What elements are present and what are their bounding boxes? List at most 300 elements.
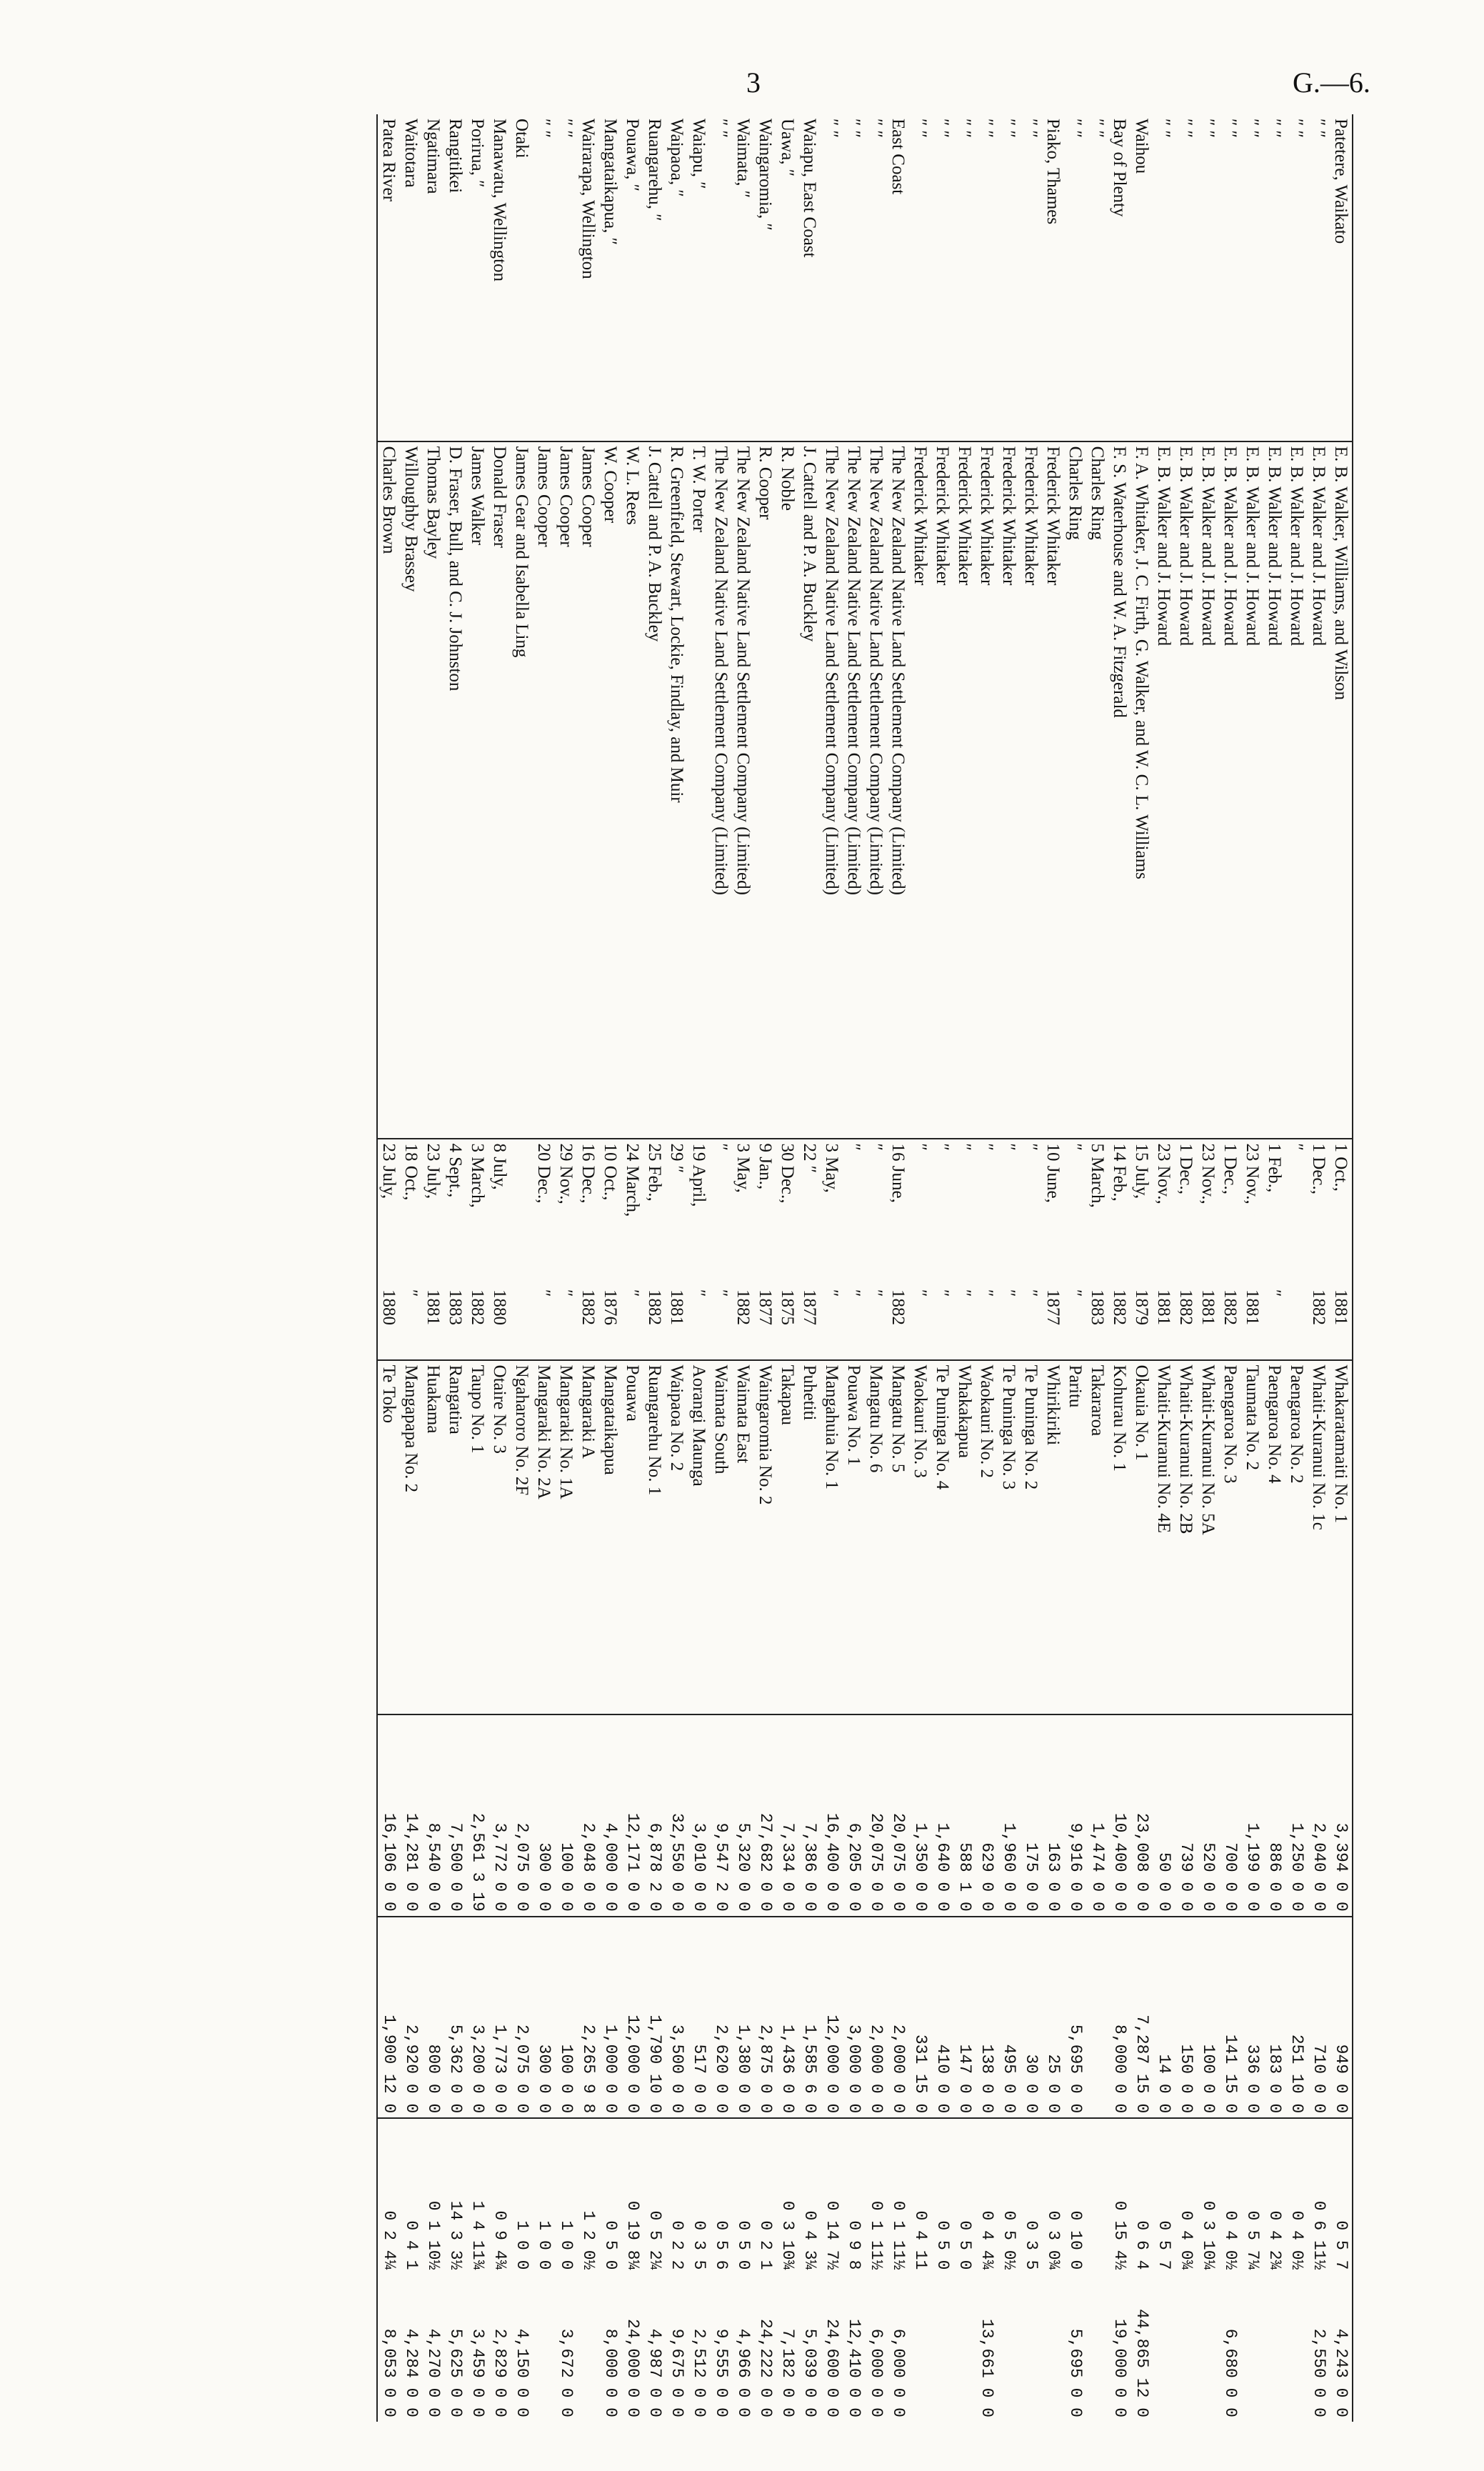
- price-cell: 0 6 4: [1130, 2118, 1153, 2274]
- block-cell: Te Puninga No. 3: [998, 1360, 1020, 1715]
- total-cell: 24,000 0 0: [623, 2318, 642, 2417]
- district-cell: Bay of Plenty: [1110, 119, 1129, 217]
- year-cell: ″: [689, 1289, 708, 1297]
- block-cell: Te Puninga No. 2: [1020, 1360, 1042, 1715]
- price-cell: 0 3 10¼: [1197, 2118, 1219, 2274]
- block-cell: Paengaroa No. 4: [1263, 1360, 1285, 1715]
- date-cell: 19 April,: [688, 1139, 710, 1286]
- name-cell: Donald Fraser: [488, 441, 511, 1139]
- area-cell: 3,772 0 0: [488, 1714, 511, 1916]
- table-body: [377, 114, 1353, 2422]
- total-cell: [1197, 2274, 1219, 2422]
- year-cell: 1882: [1176, 1289, 1195, 1326]
- district-cell: ″ ″: [556, 119, 576, 139]
- total-cell: [1153, 2274, 1175, 2422]
- name-cell: James Walker: [466, 441, 488, 1139]
- rotated-ledger-table: [118, 114, 1353, 2422]
- purchased-cell: 1,380 0 0: [732, 1917, 754, 2118]
- area-cell: 2,040 0 0: [1308, 1714, 1330, 1916]
- table-row: [533, 114, 555, 2422]
- year-cell: ″: [1021, 1289, 1041, 1297]
- total-cell: [909, 2274, 931, 2422]
- date-cell: 10 June,: [1042, 1139, 1064, 1286]
- table-row: [377, 114, 400, 2422]
- total-cell: 2,512 0 0: [690, 2328, 708, 2417]
- area-cell: 6,878 2 0: [643, 1714, 666, 1916]
- block-cell: Waipaoa No. 2: [666, 1360, 688, 1715]
- total-cell: [1241, 2274, 1263, 2422]
- table-row: [1042, 114, 1064, 2422]
- date-cell: 10 Oct.,: [599, 1139, 621, 1286]
- block-cell: Takapau: [776, 1360, 798, 1715]
- table-row: [1330, 114, 1353, 2422]
- total-cell: 4,243 0 0: [1330, 2274, 1353, 2422]
- district-cell: Porirua, ″: [468, 119, 487, 188]
- purchased-cell: 300 0 0: [533, 1917, 555, 2118]
- table-row: [976, 114, 998, 2422]
- name-cell: E. B. Walker and J. Howard: [1219, 441, 1241, 1139]
- date-cell: 4 Sept.,: [444, 1139, 466, 1286]
- price-cell: 0 1 10½: [422, 2118, 444, 2274]
- purchased-cell: 8,000 0 0: [1108, 1917, 1130, 2118]
- district-cell: ″ ″: [1088, 119, 1107, 139]
- district-cell: Waingaromia, ″: [756, 119, 775, 231]
- area-cell: 9,916 0 0: [1064, 1714, 1086, 1916]
- area-cell: 1,960 0 0: [998, 1714, 1020, 1916]
- block-cell: Mangaraki No. 1A: [555, 1360, 577, 1715]
- total-cell: [1042, 2274, 1064, 2422]
- district-cell: Mangataikapua, ″: [601, 119, 620, 246]
- date-cell: ″: [710, 1139, 732, 1286]
- date-cell: 3 March,: [466, 1139, 488, 1286]
- table-row: [1020, 114, 1042, 2422]
- price-cell: 0 4 1: [400, 2118, 422, 2274]
- date-cell: 3 May,: [821, 1139, 843, 1286]
- price-cell: 0 5 0: [953, 2118, 976, 2274]
- total-cell: [1285, 2274, 1308, 2422]
- district-cell: Waihou: [1132, 119, 1151, 174]
- date-cell: 30 Dec.,: [776, 1139, 798, 1286]
- price-cell: 0 14 7½: [821, 2118, 843, 2274]
- block-cell: Takararoa: [1086, 1360, 1108, 1715]
- purchased-cell: 3,500 0 0: [666, 1917, 688, 2118]
- name-cell: J. Cattell and P. A. Buckley: [798, 441, 821, 1139]
- date-cell: 5 March,: [1086, 1139, 1108, 1286]
- year-cell: ″: [844, 1289, 863, 1297]
- block-cell: Mangaraki No. 2A: [533, 1360, 555, 1715]
- name-cell: E. B. Walker and J. Howard: [1175, 441, 1197, 1139]
- table-row: [422, 114, 444, 2422]
- area-cell: 10,400 0 0: [1108, 1714, 1130, 1916]
- date-cell: 15 July,: [1130, 1139, 1153, 1286]
- year-cell: ″: [955, 1289, 974, 1297]
- year-cell: 1882: [1110, 1289, 1129, 1326]
- total-cell: 9,675 0 0: [668, 2328, 686, 2417]
- area-cell: 3,010 0 0: [688, 1714, 710, 1916]
- purchased-cell: 517 0 0: [688, 1917, 710, 2118]
- district-cell: Pouawa, ″: [623, 119, 642, 192]
- date-cell: 1 Feb.,: [1263, 1139, 1285, 1286]
- name-cell: The New Zealand Native Land Settlement Company (Limited): [821, 441, 843, 1139]
- district-cell: ″ ″: [1309, 119, 1328, 139]
- date-cell: 9 Jan.,: [754, 1139, 776, 1286]
- name-cell: Frederick Whitaker: [931, 441, 953, 1139]
- name-cell: Frederick Whitaker: [909, 441, 931, 1139]
- block-cell: Te Puninga No. 4: [931, 1360, 953, 1715]
- year-cell: 1880: [490, 1289, 509, 1326]
- year-cell: 1880: [379, 1289, 398, 1326]
- district-cell: ″ ″: [1243, 119, 1262, 139]
- block-cell: Whakakapua: [953, 1360, 976, 1715]
- purchased-cell: 12,000 0 0: [821, 1917, 843, 2118]
- purchased-cell: 14 0 0: [1153, 1917, 1175, 2118]
- year-cell: ″: [534, 1289, 553, 1297]
- purchased-cell: 2,620 0 0: [710, 1917, 732, 2118]
- date-cell: 18 Oct.,: [400, 1139, 422, 1286]
- area-cell: 739 0 0: [1175, 1714, 1197, 1916]
- district-cell: ″ ″: [1220, 119, 1240, 139]
- total-cell: 4,987 0 0: [646, 2328, 664, 2417]
- price-cell: 0 5 0: [599, 2118, 621, 2274]
- area-cell: 16,400 0 0: [821, 1714, 843, 1916]
- district-cell: ″ ″: [977, 119, 996, 139]
- name-cell: T. W. Porter: [688, 441, 710, 1139]
- block-cell: Te Toko: [377, 1360, 400, 1715]
- block-cell: Mangataikapua: [599, 1360, 621, 1715]
- price-cell: 0 10 0: [1064, 2118, 1086, 2274]
- date-cell: 1 Oct.,: [1330, 1139, 1353, 1286]
- table-row: [1219, 114, 1241, 2422]
- block-cell: Mangatu No. 6: [865, 1360, 887, 1715]
- table-row: [555, 114, 577, 2422]
- district-cell: ″ ″: [1154, 119, 1173, 139]
- price-cell: 1 2 0½: [577, 2118, 599, 2274]
- table-row: [643, 114, 666, 2422]
- area-cell: 7,386 0 0: [798, 1714, 821, 1916]
- date-cell: ″: [909, 1139, 931, 1286]
- price-cell: [1086, 2118, 1108, 2274]
- year-cell: ″: [999, 1289, 1018, 1297]
- district-cell: ″ ″: [911, 119, 930, 139]
- year-cell: 1881: [1154, 1289, 1173, 1326]
- year-cell: 1879: [1132, 1289, 1151, 1326]
- price-cell: 1 4 11¾: [466, 2118, 488, 2274]
- purchased-cell: 1,790 10 0: [643, 1917, 666, 2118]
- purchased-cell: 1,436 0 0: [776, 1917, 798, 2118]
- date-cell: 23 July,: [422, 1139, 444, 1286]
- district-cell: ″ ″: [822, 119, 841, 139]
- document-reference: G.—6.: [1293, 66, 1370, 99]
- block-cell: Waingaromia No. 2: [754, 1360, 776, 1715]
- name-cell: Thomas Bayley: [422, 441, 444, 1139]
- name-cell: The New Zealand Native Land Settlement Company (Limited): [887, 441, 909, 1139]
- year-cell: 1877: [800, 1289, 819, 1326]
- price-cell: 0 9 8: [843, 2118, 865, 2274]
- block-cell: Waimata South: [710, 1360, 732, 1715]
- date-cell: 24 March,: [621, 1139, 643, 1286]
- total-cell: 3,459 0 0: [468, 2328, 487, 2417]
- purchased-cell: 3,200 0 0: [466, 1917, 488, 2118]
- table-row: [1108, 114, 1130, 2422]
- date-cell: ″: [843, 1139, 865, 1286]
- date-cell: 22 ″: [798, 1139, 821, 1286]
- name-cell: E. B. Walker and J. Howard: [1241, 441, 1263, 1139]
- date-cell: 23 July,: [377, 1139, 400, 1286]
- price-cell: 0 3 0¾: [1042, 2118, 1064, 2274]
- purchased-cell: 949 0 0: [1330, 1917, 1353, 2118]
- name-cell: The New Zealand Native Land Settlement Company (Limited): [843, 441, 865, 1139]
- purchased-cell: 2,000 0 0: [887, 1917, 909, 2118]
- total-cell: 5,625 0 0: [446, 2328, 465, 2417]
- purchased-cell: 3,000 0 0: [843, 1917, 865, 2118]
- district-cell: Manawatu, Wellington: [490, 119, 509, 282]
- block-cell: Whaiti-Kuranui No. 4E: [1153, 1360, 1175, 1715]
- year-cell: 1882: [733, 1289, 753, 1326]
- district-cell: Ngatimara: [423, 119, 443, 194]
- table-row: [1130, 114, 1153, 2422]
- year-cell: ″: [711, 1289, 731, 1297]
- total-cell: 3,672 0 0: [557, 2328, 576, 2417]
- area-cell: 700 0 0: [1219, 1714, 1241, 1916]
- block-cell: Rangatira: [444, 1360, 466, 1715]
- area-cell: 7,334 0 0: [776, 1714, 798, 1916]
- land-purchase-table: [376, 114, 1353, 2422]
- price-cell: 0 2 4¼: [377, 2118, 400, 2274]
- total-cell: 2,550 0 0: [1310, 2328, 1328, 2417]
- table-row: [865, 114, 887, 2422]
- total-cell: 12,410 0 0: [845, 2318, 863, 2417]
- date-cell: 29 ″: [666, 1139, 688, 1286]
- price-cell: 0 3 5: [1020, 2118, 1042, 2274]
- area-cell: 8,540 0 0: [422, 1714, 444, 1916]
- price-cell: 0 5 7: [1330, 2118, 1353, 2274]
- date-cell: 8 July,: [488, 1139, 511, 1286]
- price-cell: 0 4 0½: [1285, 2118, 1308, 2274]
- date-cell: ″: [1020, 1139, 1042, 1286]
- district-cell: Ruangarehu, ″: [645, 119, 664, 221]
- table-row: [998, 114, 1020, 2422]
- year-cell: 1882: [468, 1289, 487, 1326]
- year-cell: 1881: [423, 1289, 443, 1326]
- year-cell: 1876: [601, 1289, 620, 1326]
- purchased-cell: 183 0 0: [1263, 1917, 1285, 2118]
- district-cell: Waitotara: [401, 119, 421, 188]
- total-cell: 7,182 0 0: [778, 2328, 797, 2417]
- year-cell: ″: [822, 1289, 841, 1297]
- total-cell: 44,865 12 0: [1133, 2309, 1151, 2417]
- district-cell: ″ ″: [1287, 119, 1306, 139]
- table-row: [1241, 114, 1263, 2422]
- total-cell: 6,000 0 0: [867, 2328, 886, 2417]
- name-cell: R. Cooper: [754, 441, 776, 1139]
- area-cell: 4,000 0 0: [599, 1714, 621, 1916]
- total-cell: [953, 2274, 976, 2422]
- purchased-cell: 100 0 0: [555, 1917, 577, 2118]
- table-row: [909, 114, 931, 2422]
- block-cell: Aorangi Maunga: [688, 1360, 710, 1715]
- block-cell: Mangahuia No. 1: [821, 1360, 843, 1715]
- area-cell: 9,547 2 0: [710, 1714, 732, 1916]
- district-cell: ″ ″: [534, 119, 553, 139]
- purchased-cell: 251 10 0: [1285, 1917, 1308, 2118]
- price-cell: 0 5 0: [732, 2118, 754, 2274]
- year-cell: [511, 1285, 533, 1360]
- area-cell: 300 0 0: [533, 1714, 555, 1916]
- price-cell: 0 4 4¾: [976, 2118, 998, 2274]
- district-cell: Rangitikei: [446, 119, 465, 194]
- date-cell: ″: [1285, 1139, 1308, 1286]
- total-cell: 5,039 0 0: [801, 2328, 819, 2417]
- block-cell: Puhetiti: [798, 1360, 821, 1715]
- area-cell: 20,075 0 0: [887, 1714, 909, 1916]
- block-cell: Whaiti-Kuranui No. 5A: [1197, 1360, 1219, 1715]
- table-row: [931, 114, 953, 2422]
- area-cell: 2,075 0 0: [511, 1714, 533, 1916]
- name-cell: E. B. Walker and J. Howard: [1308, 441, 1330, 1139]
- year-cell: ″: [623, 1289, 642, 1297]
- block-cell: Whaiti-Kuranui No. 2B: [1175, 1360, 1197, 1715]
- block-cell: Pouawa: [621, 1360, 643, 1715]
- name-cell: Willoughby Brassey: [400, 441, 422, 1139]
- year-cell: ″: [911, 1289, 930, 1297]
- area-cell: 1,474 0 0: [1086, 1714, 1108, 1916]
- name-cell: F. A. Whitaker, J. C. Firth, G. Walker, and W. C. L. Williams: [1130, 441, 1153, 1139]
- area-cell: 163 0 0: [1042, 1714, 1064, 1916]
- table-row: [1263, 114, 1285, 2422]
- area-cell: 14,281 0 0: [400, 1714, 422, 1916]
- total-cell: 24,600 0 0: [823, 2318, 841, 2417]
- area-cell: 175 0 0: [1020, 1714, 1042, 1916]
- purchased-cell: 25 0 0: [1042, 1917, 1064, 2118]
- table-row: [887, 114, 909, 2422]
- name-cell: James Gear and Isabella Ling: [511, 441, 533, 1139]
- name-cell: E. B. Walker and J. Howard: [1263, 441, 1285, 1139]
- price-cell: 0 6 11½: [1308, 2118, 1330, 2274]
- table-row: [466, 114, 488, 2422]
- district-cell: Waiapu, East Coast: [800, 119, 819, 258]
- price-cell: 0 2 1: [754, 2118, 776, 2274]
- name-cell: E. B. Walker, Williams, and Wilson: [1330, 441, 1353, 1139]
- area-cell: 3,394 0 0: [1330, 1714, 1353, 1916]
- purchased-cell: 12,000 0 0: [621, 1917, 643, 2118]
- date-cell: ″: [953, 1139, 976, 1286]
- table-row: [1308, 114, 1330, 2422]
- total-cell: 4,150 0 0: [513, 2328, 531, 2417]
- year-cell: ″: [401, 1289, 421, 1297]
- date-cell: ″: [865, 1139, 887, 1286]
- date-cell: 25 Feb.,: [643, 1139, 666, 1286]
- price-cell: 0 3 10¾: [776, 2118, 798, 2274]
- purchased-cell: 2,875 0 0: [754, 1917, 776, 2118]
- purchased-cell: 495 0 0: [998, 1917, 1020, 2118]
- area-cell: 5,320 0 0: [732, 1714, 754, 1916]
- name-cell: James Cooper: [555, 441, 577, 1139]
- block-cell: Whakaratamaiti No. 1: [1330, 1360, 1353, 1715]
- area-cell: 20,075 0 0: [865, 1714, 887, 1916]
- block-cell: Mangaraki A: [577, 1360, 599, 1715]
- year-cell: ″: [556, 1289, 576, 1297]
- area-cell: 7,500 0 0: [444, 1714, 466, 1916]
- table-row: [754, 114, 776, 2422]
- price-cell: 0 1 11½: [887, 2118, 909, 2274]
- area-cell: 520 0 0: [1197, 1714, 1219, 1916]
- year-cell: 1882: [888, 1289, 908, 1326]
- table-row: [798, 114, 821, 2422]
- purchased-cell: [1086, 1917, 1108, 2118]
- name-cell: Charles Ring: [1064, 441, 1086, 1139]
- total-cell: [1086, 2274, 1108, 2422]
- area-cell: 588 1 0: [953, 1714, 976, 1916]
- price-cell: 0 3 5: [688, 2118, 710, 2274]
- year-cell: 1877: [1043, 1289, 1063, 1326]
- total-cell: 6,680 0 0: [1221, 2328, 1240, 2417]
- table-row: [776, 114, 798, 2422]
- purchased-cell: 150 0 0: [1175, 1917, 1197, 2118]
- table-row: [953, 114, 976, 2422]
- area-cell: 1,199 0 0: [1241, 1714, 1263, 1916]
- price-cell: 0 4 0¾: [1175, 2118, 1197, 2274]
- name-cell: Frederick Whitaker: [953, 441, 976, 1139]
- table-row: [688, 114, 710, 2422]
- date-cell: 1 Dec.,: [1219, 1139, 1241, 1286]
- block-cell: Mangapapa No. 2: [400, 1360, 422, 1715]
- area-cell: 23,008 0 0: [1130, 1714, 1153, 1916]
- name-cell: E. B. Walker and J. Howard: [1197, 441, 1219, 1139]
- price-cell: 0 5 6: [710, 2118, 732, 2274]
- year-cell: ″: [1265, 1289, 1284, 1297]
- table-row: [599, 114, 621, 2422]
- purchased-cell: 1,585 6 0: [798, 1917, 821, 2118]
- table-row: [1175, 114, 1197, 2422]
- district-cell: Piako, Thames: [1043, 119, 1063, 225]
- purchased-cell: 2,075 0 0: [511, 1917, 533, 2118]
- year-cell: 1882: [645, 1289, 664, 1326]
- district-cell: Waimata, ″: [733, 119, 753, 199]
- year-cell: [1285, 1285, 1308, 1360]
- year-cell: ″: [933, 1289, 952, 1297]
- total-cell: [533, 2274, 555, 2422]
- name-cell: F. S. Waterhouse and W. A. Fitzgerald: [1108, 441, 1130, 1139]
- purchased-cell: 2,000 0 0: [865, 1917, 887, 2118]
- purchased-cell: 147 0 0: [953, 1917, 976, 2118]
- total-cell: 2,829 0 0: [491, 2328, 509, 2417]
- purchased-cell: 1,000 0 0: [599, 1917, 621, 2118]
- name-cell: R. Noble: [776, 441, 798, 1139]
- name-cell: Frederick Whitaker: [976, 441, 998, 1139]
- district-cell: ″ ″: [1021, 119, 1041, 139]
- name-cell: James Cooper: [533, 441, 555, 1139]
- total-cell: 4,966 0 0: [734, 2328, 753, 2417]
- area-cell: 12,171 0 0: [621, 1714, 643, 1916]
- area-cell: 2,561 3 19: [466, 1714, 488, 1916]
- purchased-cell: 2,920 0 0: [400, 1917, 422, 2118]
- price-cell: 0 5 0½: [998, 2118, 1020, 2274]
- block-cell: Paengaroa No. 2: [1285, 1360, 1308, 1715]
- date-cell: 29 Nov.,: [555, 1139, 577, 1286]
- district-cell: Wairarapa, Wellington: [578, 119, 598, 279]
- purchased-cell: 5,695 0 0: [1064, 1917, 1086, 2118]
- district-cell: East Coast: [888, 119, 908, 195]
- total-cell: 9,555 0 0: [712, 2328, 731, 2417]
- price-cell: 0 4 2¾: [1263, 2118, 1285, 2274]
- price-cell: 0 15 4½: [1108, 2118, 1130, 2274]
- total-cell: 6,000 0 0: [889, 2328, 908, 2417]
- district-cell: Waiapu, ″: [689, 119, 708, 189]
- price-cell: 0 9 4¾: [488, 2118, 511, 2274]
- name-cell: James Cooper: [577, 441, 599, 1139]
- block-cell: Ruangarehu No. 1: [643, 1360, 666, 1715]
- total-cell: 4,284 0 0: [402, 2328, 421, 2417]
